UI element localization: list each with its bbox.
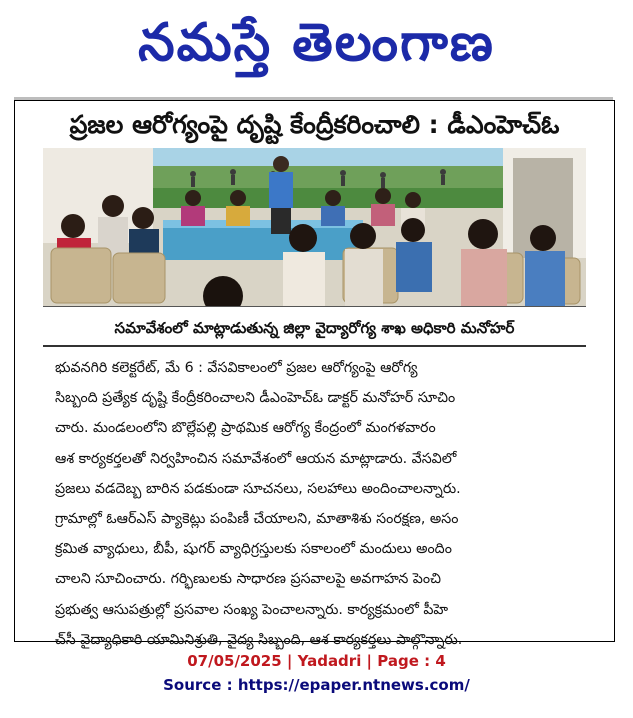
article-line: క్రమిత వ్యాధులు, బీపీ, షుగర్ వ్యాధిగ్రస్తులకు సకాలంలో మందులు అందిం	[55, 541, 452, 558]
article-line: భువనగిరి కలెక్టరేట్, మే 6 : వేసవికాలంలో ప్రజల ఆరోగ్యంపై ఆరోగ్య	[55, 360, 418, 376]
article-headline: ప్రజల ఆరోగ్యంపై దృష్టి కేంద్రీకరించాలి : డీఎంహెచ్ఓ	[69, 110, 560, 139]
photo-caption: సమావేశంలో మాట్లాడుతున్న జిల్లా వైద్యారోగ్య శాఖ అధికారి మనోహర్	[114, 319, 515, 337]
news-clipping	[14, 100, 615, 648]
article-line: చ్‌సీ వైద్యాధికారి యామినిశ్రుతి, వైద్య సిబ్బంది, ఆశ కార్యకర్తలు పాల్గొన్నారు.	[55, 631, 463, 648]
article-line: చాలని సూచించారు. గర్భిణులకు సాధారణ ప్రసవాలపై అవగాహన పెంచి	[55, 571, 441, 588]
article-line: ప్రజలు వడదెబ్బ బారిన పడకుండా సూచనలు, సలహాలు అందించాలన్నారు.	[55, 480, 461, 497]
article-line: సిబ్బంది ప్రత్యేక దృష్టి కేంద్రీకరించాలని డీఎంహెచ్ఓ డాక్టర్ మనోహర్ సూచిం	[55, 390, 456, 407]
caption-divider	[43, 345, 586, 347]
newspaper-masthead: నమస్తే తెలంగాణ	[138, 13, 495, 73]
publication-date-line: 07/05/2025 | Yadadri | Page : 4	[187, 652, 446, 670]
article-line: చారు. మండలంలోని బొల్లేపల్లి ప్రాథమిక ఆరోగ్య కేంద్రంలో మంగళవారం	[55, 420, 436, 437]
article-line: ప్రభుత్వ ఆసుపత్రుల్లో ప్రసవాల సంఖ్య పెంచాలన్నారు. కార్యక్రమంలో పీహె	[55, 601, 449, 618]
meeting-photo-illustration	[43, 148, 586, 306]
article-line: గ్రామాల్లో ఓఆర్ఎస్ ప్యాకెట్లు పంపిణీ చేయాలని, మాతాశిశు సంరక్షణ, అసం	[55, 511, 459, 528]
source-link[interactable]: Source : https://epaper.ntnews.com/	[163, 676, 470, 694]
article-line: ఆశ కార్యకర్తలతో నిర్వహించిన సమావేశంలో ఆయన మాట్లాడారు. వేసవిలో	[55, 450, 457, 467]
article-photo	[43, 148, 586, 307]
article-body	[55, 353, 575, 655]
